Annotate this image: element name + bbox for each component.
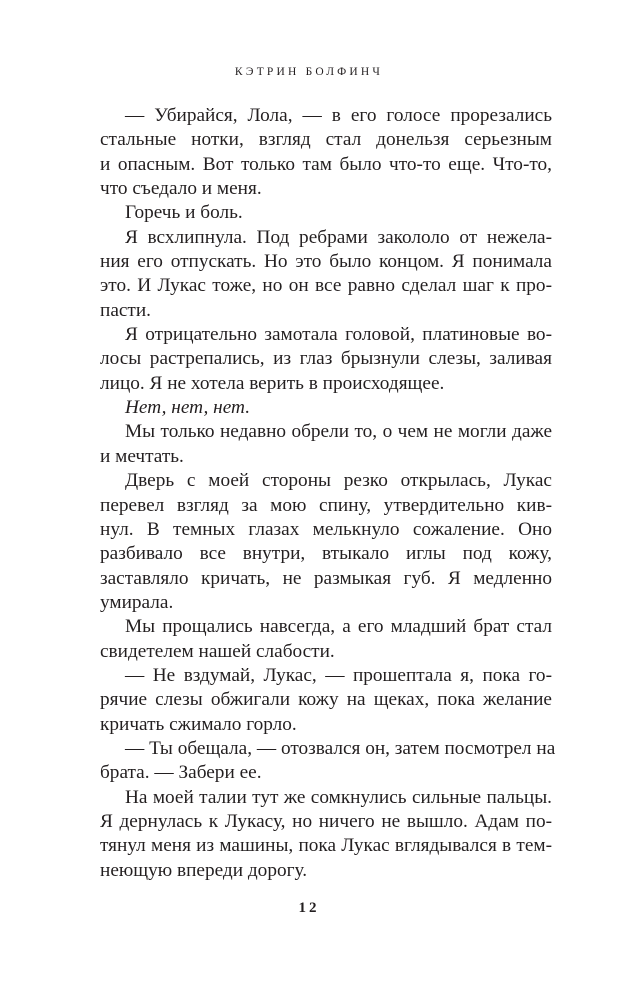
text-line: неющую впереди дорогу.: [100, 859, 308, 881]
text-line: — Убирайся, Лола, — в его голосе прорезались: [125, 105, 552, 126]
text-line: и мечтать.: [100, 445, 184, 467]
paragraph: [100, 104, 552, 201]
text-line: Дверь с моей стороны резко открылась, Лукас: [125, 470, 552, 492]
text-line: умирала.: [100, 591, 174, 613]
text-line: стальные нотки, взгляд стал донельзя серьезным: [100, 129, 552, 151]
text-line: нул. В темных глазах мелькнуло сожаление. Оно: [100, 518, 552, 540]
running-head-author: КЭТРИН БОЛФИНЧ: [234, 66, 384, 78]
paragraph: [100, 323, 552, 396]
text-line: ния его отпускать. Но это было концом. Я понимала: [100, 251, 552, 273]
text-line: лосы растрепались, из глаз брызнули слезы, заливая: [100, 348, 552, 370]
text-line: лицо. Я не хотела верить в происходящее.: [100, 372, 445, 394]
text-line: заставляло кричать, не размыкая губ. Я медленно: [100, 567, 552, 589]
text-line: Мы прощались навсегда, а его младший брат стал: [125, 616, 552, 638]
text-line: Горечь и боль.: [125, 202, 243, 224]
text-line: тянул меня из машины, пока Лукас вглядывался в тем-: [100, 835, 552, 857]
paragraph: [100, 201, 552, 225]
text-line: — Не вздумай, Лукас, — прошептала я, пока го-: [125, 664, 552, 686]
text-line: Я всхлипнула. Под ребрами закололо от нежела-: [125, 226, 552, 248]
text-line: На моей талии тут же сомкнулись сильные пальцы.: [125, 786, 552, 808]
text-line: рячие слезы обжигали кожу на щеках, пока желание: [100, 689, 552, 711]
paragraph: [100, 226, 552, 323]
text-line: Мы только недавно обрели то, о чем не могли даже: [125, 421, 552, 443]
text-line: и опасным. Вот только там было что-то еще. Что-то,: [100, 153, 552, 175]
paragraph: [100, 786, 552, 883]
text-line: свидетелем нашей слабости.: [100, 640, 335, 662]
paragraph-italic: [100, 396, 552, 420]
page-number: 12: [298, 900, 320, 916]
text-line: что съедало и меня.: [100, 178, 262, 200]
text-line: разбивало все внутри, втыкало иглы под кожу,: [100, 543, 552, 565]
text-line: Нет, нет, нет.: [125, 397, 251, 419]
text-line: Я дернулась к Лукасу, но ничего не вышло. Адам по-: [100, 810, 552, 832]
paragraph: [100, 469, 552, 615]
paragraph: [100, 615, 552, 664]
text-line: Я отрицательно замотала головой, платиновые во-: [125, 324, 552, 346]
paragraph: [100, 664, 552, 737]
body-text: [100, 104, 556, 883]
text-line: перевел взгляд за мою спину, утвердительно кив-: [100, 494, 552, 516]
paragraph: [100, 420, 552, 469]
text-line: пасти.: [100, 299, 151, 321]
paragraph: [100, 737, 556, 786]
text-line: кричать сжимало горло.: [100, 713, 297, 735]
text-line: — Ты обещала, — отозвался он, затем посмотрел на: [125, 737, 556, 759]
text-line: это. И Лукас тоже, но он все равно сделал шаг к про-: [100, 275, 552, 297]
text-line: брата. — Забери ее.: [100, 762, 262, 784]
